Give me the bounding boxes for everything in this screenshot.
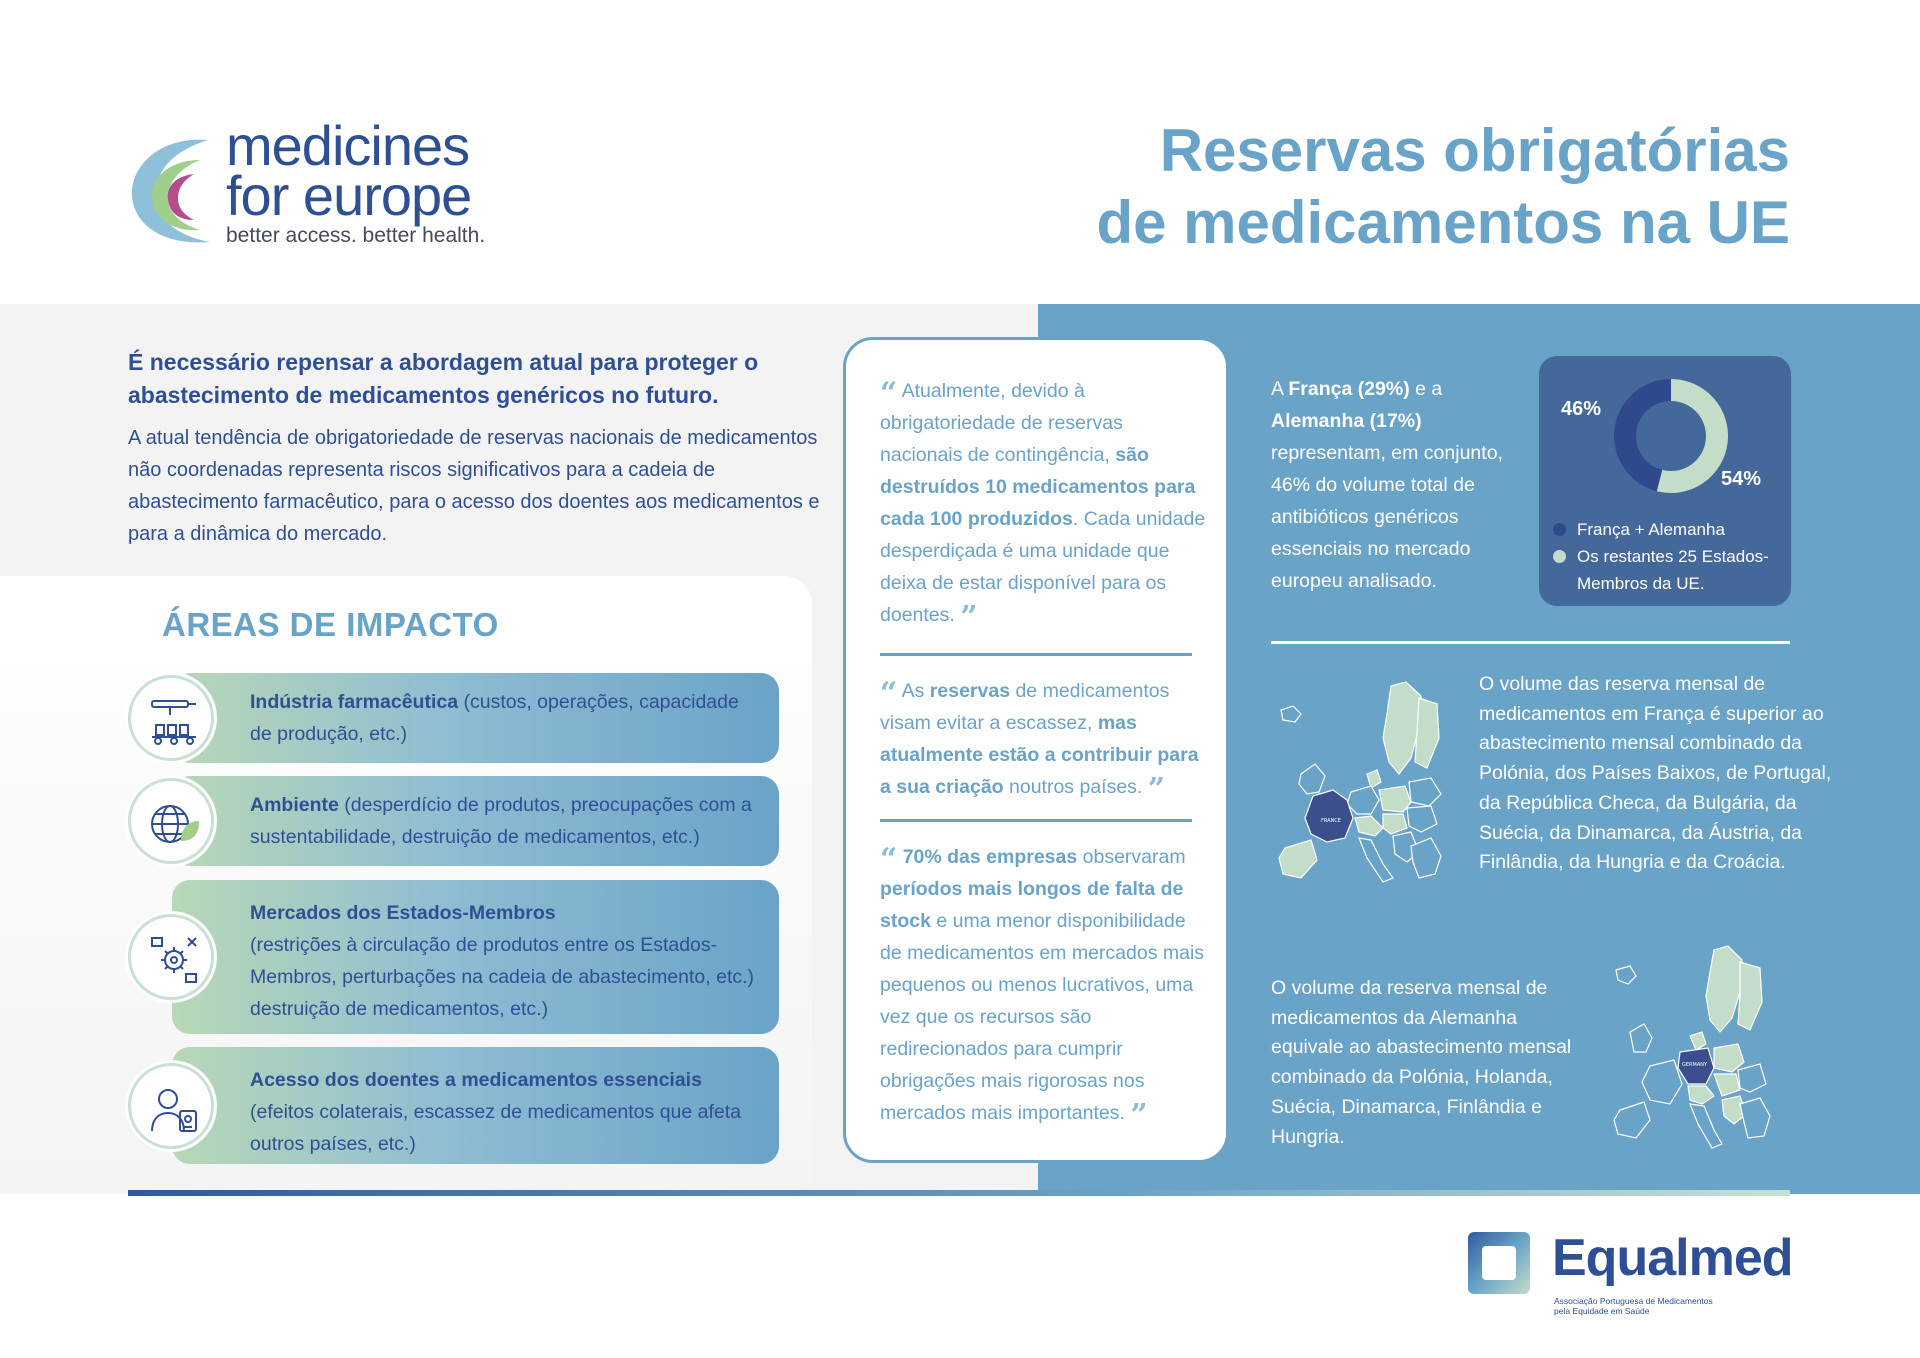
france-reserve-text: O volume das reserva mensal de medicamentos em França é superior ao abastecimento mensal combinado da Polónia, dos Países Baixos, de Portugal, da República Checa, da Bulgária, da Suécia, da Dinamarca, da Áustria, da Finlândia, da Hungria e da Croácia. xyxy=(1479,673,1832,874)
impact-icon-markets xyxy=(128,914,214,1000)
stat-germany: Alemanha (17%) xyxy=(1271,410,1422,432)
impact-icon-factory xyxy=(128,675,214,761)
open-quote-icon: “ xyxy=(880,842,898,877)
quote-3-highlight-companies: 70% das empresas xyxy=(902,846,1078,868)
germany-reserve-text: O volume da reserva mensal de medicamentos da Alemanha equivale ao abastecimento mensal combinado da Polónia, Holanda, Suécia, Dinamarca, Finlândia e Hungria. xyxy=(1271,977,1572,1148)
map-label-germany: GERMANY xyxy=(1682,1062,1708,1068)
legend-swatch-light xyxy=(1553,550,1566,563)
logo-word-for-europe xyxy=(226,164,472,227)
equalmed-subtitle-line-2: pela Equidade em Saúde xyxy=(1554,1306,1650,1316)
page-title-line-2: de medicamentos na UE xyxy=(1096,189,1790,256)
donut-slice-1 xyxy=(1660,390,1717,482)
equalmed-logo xyxy=(1466,1228,1796,1318)
quote-3-text-b: observaram xyxy=(1077,846,1186,868)
legend-label: França + Alemanha xyxy=(1577,520,1725,539)
impact-label: Acesso dos doentes a medicamentos essenciais xyxy=(250,1069,702,1091)
quote-2-highlight-reservas: reservas xyxy=(929,680,1011,702)
intro-heading: É necessário repensar a abordagem atual para proteger o abastecimento de medicamentos genéricos no futuro. xyxy=(128,349,759,408)
equalmed-subtitle xyxy=(1554,1296,1713,1316)
impact-label: Indústria farmacêutica xyxy=(250,691,459,713)
quote-divider xyxy=(880,653,1192,656)
production-line-icon xyxy=(146,693,202,749)
close-quote-icon: ” xyxy=(1147,772,1166,807)
donut-label-46: 46% xyxy=(1561,398,1602,420)
map-label-france: FRANCE xyxy=(1321,818,1341,824)
quote-3-highlight: períodos mais longos de falta de stock xyxy=(880,878,1184,932)
impact-detail: (efeitos colaterais, escassez de medicamentos que afeta outros países, etc.) xyxy=(250,1101,742,1155)
quote-divider xyxy=(880,819,1192,822)
impact-card-pharma-industry xyxy=(172,673,779,763)
globe-leaf-icon xyxy=(146,796,202,852)
right-divider xyxy=(1271,641,1790,644)
stat-text-2: e a xyxy=(1409,378,1443,400)
logo-word-europe: europe xyxy=(302,164,472,227)
antibiotics-stat-text xyxy=(1271,373,1521,597)
impact-text xyxy=(250,686,761,750)
impact-card-member-state-markets xyxy=(172,880,779,1034)
equalmed-wordmark: Equalmed xyxy=(1552,1229,1793,1287)
impact-section-title: ÁREAS DE IMPACTO xyxy=(162,606,499,643)
donut-slice-0 xyxy=(1625,390,1671,481)
open-quote-icon: “ xyxy=(880,376,898,411)
europe-map-germany xyxy=(1610,944,1790,1154)
legend-swatch-dark xyxy=(1553,523,1566,536)
quote-1-highlight: são destruídos 10 medicamentos para cada 100 produzidos xyxy=(880,444,1196,530)
patient-id-icon xyxy=(146,1081,202,1137)
donut-chart-box xyxy=(1539,356,1791,606)
quote-2 xyxy=(880,675,1210,807)
page-title xyxy=(970,115,1790,259)
quote-1-text-a: Atualmente, devido à obrigatoriedade de reservas nacionais de contingência, xyxy=(880,380,1123,466)
stat-text-1: A xyxy=(1271,378,1289,400)
quote-1-text-c: . Cada unidade desperdiçada é uma unidade que deixa de estar disponível para os doentes. xyxy=(880,508,1206,626)
stat-text-3: representam, em conjunto, 46% do volume total de antibióticos genéricos essenciais no mercado europeu analisado. xyxy=(1271,442,1503,592)
impact-detail: (custos, operações, capacidade de produção, etc.) xyxy=(250,691,739,745)
quote-1 xyxy=(880,375,1210,635)
quote-3 xyxy=(880,841,1210,1133)
europe-map-france xyxy=(1271,678,1461,898)
intro-body: A atual tendência de obrigatoriedade de reservas nacionais de medicamentos não coordenadas representa riscos significativos para a cadeia de abastecimento farmacêutico, para o acesso dos doentes aos medicamentos e para a dinâmica do mercado. xyxy=(128,427,820,545)
impact-label: Ambiente xyxy=(250,794,339,816)
donut-chart xyxy=(1611,376,1731,496)
quote-2-text-e: noutros países. xyxy=(1003,776,1143,798)
impact-text xyxy=(250,897,761,1025)
equalmed-subtitle-line-1: Associação Portuguesa de Medicamentos xyxy=(1554,1296,1713,1306)
impact-card-patient-access xyxy=(172,1047,779,1164)
quote-2-text-c: de medicamentos visam evitar a escassez, xyxy=(880,680,1170,734)
impact-text xyxy=(250,1064,761,1160)
impact-icon-environment xyxy=(128,778,214,864)
logo-word-for: for xyxy=(226,164,289,227)
impact-label: Mercados dos Estados-Membros xyxy=(250,902,556,924)
quote-2-text-a: As xyxy=(901,680,930,702)
legend-item-other-states xyxy=(1553,543,1789,597)
page-title-line-1: Reservas obrigatórias xyxy=(1159,117,1790,184)
close-quote-icon: ” xyxy=(960,600,978,635)
europe-map-germany-highlight xyxy=(1610,944,1790,1159)
legend-label: Os restantes 25 Estados-Membros da UE. xyxy=(1577,547,1769,593)
medicines-for-europe-logo xyxy=(128,114,518,258)
logo-tagline: better access. better health. xyxy=(226,224,486,247)
impact-detail: (desperdício de produtos, preocupações com a sustentabilidade, destruição de medicamentos, etc.) xyxy=(250,794,752,848)
close-quote-icon: ” xyxy=(1130,1098,1148,1133)
impact-icon-patient xyxy=(128,1063,214,1149)
mfe-swirl-icon xyxy=(128,128,218,248)
quote-card xyxy=(843,337,1229,1163)
impact-card-environment xyxy=(172,776,779,866)
stat-france: França (29%) xyxy=(1288,378,1410,400)
impact-text xyxy=(250,789,761,853)
legend-item-france-germany xyxy=(1553,516,1783,543)
quote-2-highlight: mas atualmente estão a contribuir para a sua criação xyxy=(880,712,1199,798)
quote-3-text-d: e uma menor disponibilidade de medicamentos em mercados mais pequenos ou menos lucrativos, uma vez que os recursos são redirecionados para cumprir obrigações mais rigorosas nos mercados mais importantes. xyxy=(880,910,1205,1124)
equalmed-square-icon xyxy=(1466,1230,1532,1296)
europe-map-france-highlight xyxy=(1271,678,1461,903)
impact-detail: (restrições à circulação de produtos entre os Estados-Membros, perturbações na cadeia de abastecimento, etc.) destruição de medicamentos, etc.) xyxy=(250,934,755,1020)
open-quote-icon: “ xyxy=(880,676,898,711)
bottom-divider xyxy=(128,1190,1790,1196)
supply-chain-gear-icon xyxy=(146,932,202,988)
logo-word-medicines: medicines xyxy=(226,114,470,177)
donut-label-54: 54% xyxy=(1721,468,1762,490)
